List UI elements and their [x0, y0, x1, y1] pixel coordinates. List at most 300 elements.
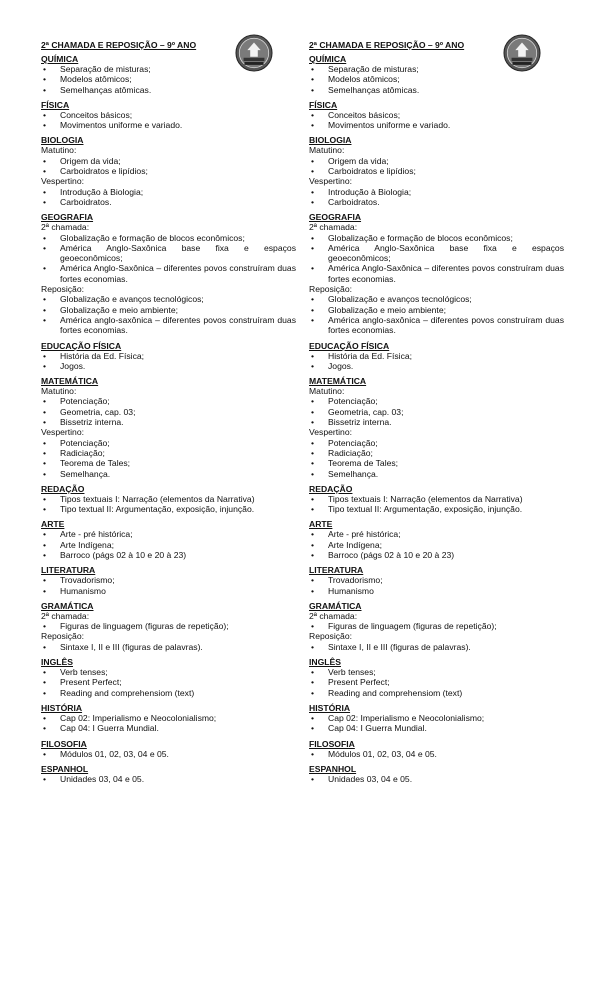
subject-heading: GRAMÁTICA: [41, 600, 94, 611]
topic-text: Verb tenses;: [328, 667, 376, 678]
topic-text: Sintaxe I, II e III (figuras de palavras).: [328, 641, 471, 652]
topic-list: [309, 774, 564, 784]
bullet-icon: •: [43, 294, 47, 305]
topic-item: [41, 243, 296, 264]
bullet-icon: •: [43, 712, 47, 723]
topic-item: [41, 361, 296, 371]
topic-list: [309, 396, 564, 427]
topic-item: [309, 407, 564, 417]
topic-text: Potenciação;: [60, 396, 110, 407]
topic-item: [41, 621, 296, 631]
topic-item: [309, 120, 564, 130]
topic-item: [41, 396, 296, 406]
topic-text: América anglo-saxônica – diferentes povos construíram duas fortes economias.: [60, 314, 296, 336]
topic-item: [309, 64, 564, 74]
bullet-icon: •: [43, 186, 47, 197]
topic-list: [41, 64, 296, 95]
topic-item: [309, 586, 564, 596]
topic-item: [41, 187, 296, 197]
topic-list: [41, 642, 296, 652]
topic-text: Potenciação;: [328, 396, 378, 407]
topic-text: Radiciação;: [60, 447, 105, 458]
bullet-icon: •: [311, 667, 315, 678]
bullet-icon: •: [311, 396, 315, 407]
bullet-icon: •: [311, 74, 315, 85]
topic-item: [309, 667, 564, 677]
bullet-icon: •: [43, 396, 47, 407]
topic-item: [41, 774, 296, 784]
topic-item: [41, 504, 296, 514]
topic-list: [41, 667, 296, 698]
topic-text: Globalização e avanços tecnológicos;: [60, 294, 204, 305]
left-column: [41, 40, 296, 784]
subject-heading: MATEMÁTICA: [309, 376, 367, 387]
topic-text: América Anglo-Saxônica base fixa e espaços geoeconômicos;: [60, 242, 296, 264]
bullet-icon: •: [311, 166, 315, 177]
bullet-icon: •: [43, 406, 47, 417]
topic-text: Potenciação;: [60, 437, 110, 448]
topic-item: [41, 448, 296, 458]
topic-text: Carboidratos e lipídios;: [328, 166, 416, 177]
topic-text: Tipos textuais I: Narração (elementos da Narrativa): [328, 493, 523, 504]
topic-item: [309, 677, 564, 687]
topic-item: [309, 540, 564, 550]
topic-text: Carboidratos.: [328, 196, 380, 207]
topic-text: Cap 04: I Guerra Mundial.: [328, 723, 427, 734]
topic-item: [309, 642, 564, 652]
bullet-icon: •: [43, 585, 47, 596]
subject-section: [309, 565, 564, 596]
topic-text: Conceitos básicos;: [60, 109, 133, 120]
topic-list: [309, 529, 564, 560]
topic-item: [309, 197, 564, 207]
topic-list: [309, 494, 564, 515]
bullet-icon: •: [311, 406, 315, 417]
topic-list: [309, 156, 564, 177]
topic-item: [41, 469, 296, 479]
bullet-icon: •: [311, 186, 315, 197]
shift-label: Reposição:: [41, 631, 84, 642]
subject-section: [309, 764, 564, 784]
bullet-icon: •: [311, 529, 315, 540]
topic-text: Arte - pré histórica;: [60, 529, 133, 540]
topic-item: [41, 120, 296, 130]
subject-section: [41, 519, 296, 560]
topic-item: [309, 621, 564, 631]
bullet-icon: •: [311, 712, 315, 723]
bullet-icon: •: [43, 504, 47, 515]
topic-item: [41, 723, 296, 733]
shift-label: 2ª chamada:: [309, 610, 358, 621]
topic-text: Cap 02: Imperialismo e Neocolonialismo;: [60, 712, 217, 723]
bullet-icon: •: [311, 294, 315, 305]
topic-item: [41, 263, 296, 284]
bullet-icon: •: [43, 84, 47, 95]
topic-text: Conceitos básicos;: [328, 109, 401, 120]
subject-section: [309, 341, 564, 372]
topic-item: [309, 315, 564, 336]
subject-heading: GEOGRAFIA: [41, 212, 94, 223]
topic-list: [309, 642, 564, 652]
topic-text: Barroco (págs 02 à 10 e 20 à 23): [328, 549, 455, 560]
topic-item: [309, 575, 564, 585]
topic-text: Radiciação;: [328, 447, 373, 458]
topic-text: América anglo-saxônica – diferentes povos construíram duas fortes economias.: [328, 314, 564, 336]
subject-heading: HISTÓRIA: [309, 702, 351, 713]
subject-section: [41, 341, 296, 372]
bullet-icon: •: [43, 458, 47, 469]
bullet-icon: •: [43, 539, 47, 550]
topic-list: [41, 438, 296, 479]
topic-item: [41, 575, 296, 585]
topic-item: [41, 305, 296, 315]
topic-text: Semelhanças atômicas.: [328, 84, 420, 95]
bullet-icon: •: [311, 360, 315, 371]
topic-list: [309, 438, 564, 479]
subject-heading: REDAÇÃO: [309, 483, 353, 494]
topic-item: [309, 263, 564, 284]
topic-text: Geometria, cap. 03;: [328, 406, 404, 417]
subject-heading: REDAÇÃO: [41, 483, 85, 494]
shift-label: Vespertino:: [309, 176, 352, 187]
bullet-icon: •: [43, 314, 47, 325]
bullet-icon: •: [43, 232, 47, 243]
topic-item: [309, 550, 564, 560]
subject-heading: HISTÓRIA: [41, 702, 83, 713]
topic-item: [309, 351, 564, 361]
bullet-icon: •: [43, 773, 47, 784]
topic-item: [309, 110, 564, 120]
subject-heading: EDUCAÇÃO FÍSICA: [41, 340, 122, 351]
topic-text: Arte Indígena;: [328, 539, 382, 550]
topic-text: Semelhança.: [60, 468, 111, 479]
shift-label: Vespertino:: [309, 427, 352, 438]
subject-heading: INGLÊS: [309, 657, 341, 668]
bullet-icon: •: [311, 350, 315, 361]
subject-heading: GRAMÁTICA: [309, 600, 362, 611]
shift-label: Vespertino:: [41, 427, 84, 438]
topics-list: [309, 54, 564, 784]
subject-section: [41, 376, 296, 479]
topic-text: Origem da vida;: [60, 155, 121, 166]
topic-text: Semelhanças atômicas.: [60, 84, 152, 95]
subject-heading: INGLÊS: [41, 657, 73, 668]
topic-text: Jogos.: [328, 360, 354, 371]
subject-section: [309, 212, 564, 335]
topic-list: [309, 187, 564, 208]
topic-text: Módulos 01, 02, 03, 04 e 05.: [60, 748, 169, 759]
topic-text: Potenciação;: [328, 437, 378, 448]
topic-item: [309, 774, 564, 784]
bullet-icon: •: [43, 155, 47, 166]
bullet-icon: •: [43, 447, 47, 458]
bullet-icon: •: [311, 539, 315, 550]
topic-item: [41, 540, 296, 550]
bullet-icon: •: [43, 304, 47, 315]
topic-text: Arte Indígena;: [60, 539, 114, 550]
subject-heading: FILOSOFIA: [309, 738, 355, 749]
bullet-icon: •: [311, 687, 315, 698]
topic-item: [309, 233, 564, 243]
topic-text: Globalização e meio ambiente;: [60, 304, 178, 315]
topic-text: Tipo textual II: Argumentação, exposição, injunção.: [60, 504, 255, 515]
subject-section: [309, 100, 564, 131]
topic-list: [41, 110, 296, 131]
topic-text: Introdução à Biologia;: [328, 186, 412, 197]
topic-item: [41, 749, 296, 759]
bullet-icon: •: [311, 468, 315, 479]
subject-section: [309, 484, 564, 515]
topic-item: [41, 494, 296, 504]
topic-text: Carboidratos e lipídios;: [60, 166, 148, 177]
bullet-icon: •: [311, 232, 315, 243]
topic-text: Modelos atômicos;: [328, 74, 400, 85]
topic-text: Movimentos uniforme e variado.: [328, 120, 451, 131]
subject-section: [41, 565, 296, 596]
topic-text: Trovadorismo;: [60, 575, 115, 586]
bullet-icon: •: [43, 621, 47, 632]
bullet-icon: •: [43, 120, 47, 131]
topic-list: [41, 621, 296, 631]
topic-list: [41, 713, 296, 734]
topic-item: [309, 438, 564, 448]
bullet-icon: •: [43, 641, 47, 652]
topic-list: [309, 575, 564, 596]
bullet-icon: •: [43, 493, 47, 504]
topic-list: [41, 351, 296, 372]
topic-text: Bissetriz interna.: [60, 417, 124, 428]
topic-text: Humanismo: [328, 585, 374, 596]
bullet-icon: •: [43, 64, 47, 74]
topic-item: [41, 197, 296, 207]
topic-item: [41, 677, 296, 687]
topic-text: Present Perfect;: [328, 677, 390, 688]
bullet-icon: •: [311, 64, 315, 74]
subject-section: [309, 135, 564, 207]
subject-section: [309, 519, 564, 560]
bullet-icon: •: [311, 447, 315, 458]
bullet-icon: •: [311, 314, 315, 325]
shift-label: 2ª chamada:: [41, 222, 90, 233]
topic-item: [41, 529, 296, 539]
topic-item: [309, 749, 564, 759]
bullet-icon: •: [43, 74, 47, 85]
topic-list: [309, 110, 564, 131]
subject-heading: BIOLOGIA: [309, 135, 352, 146]
bullet-icon: •: [311, 641, 315, 652]
topic-list: [309, 294, 564, 335]
subject-heading: ARTE: [41, 519, 65, 530]
bullet-icon: •: [43, 748, 47, 759]
subject-heading: FÍSICA: [309, 99, 338, 110]
subject-section: [309, 657, 564, 698]
subject-section: [41, 601, 296, 652]
topic-text: Unidades 03, 04 e 05.: [328, 773, 413, 784]
topic-item: [41, 713, 296, 723]
topic-item: [41, 85, 296, 95]
subject-section: [41, 212, 296, 335]
topic-item: [309, 469, 564, 479]
bullet-icon: •: [311, 549, 315, 560]
topic-text: Tipo textual II: Argumentação, exposição, injunção.: [328, 504, 523, 515]
topic-item: [309, 723, 564, 733]
topic-text: Modelos atômicos;: [60, 74, 132, 85]
topic-item: [41, 156, 296, 166]
topic-item: [41, 417, 296, 427]
topics-list: [41, 54, 296, 784]
bullet-icon: •: [43, 350, 47, 361]
topic-list: [41, 294, 296, 335]
topic-list: [41, 396, 296, 427]
topic-text: História da Ed. Física;: [60, 350, 145, 361]
topic-list: [309, 667, 564, 698]
topic-item: [309, 361, 564, 371]
topic-text: Teorema de Tales;: [60, 458, 131, 469]
bullet-icon: •: [43, 196, 47, 207]
topic-text: Semelhança.: [328, 468, 379, 479]
topic-list: [309, 351, 564, 372]
topic-item: [41, 233, 296, 243]
topic-text: América Anglo-Saxônica – diferentes povos construíram duas fortes economias.: [328, 263, 564, 284]
topic-text: Present Perfect;: [60, 677, 122, 688]
subject-section: [309, 739, 564, 759]
topic-text: Origem da vida;: [328, 155, 389, 166]
topic-text: Reading and comprehensiom (text): [60, 687, 195, 698]
topic-item: [309, 713, 564, 723]
bullet-icon: •: [311, 458, 315, 469]
subject-heading: QUÍMICA: [41, 54, 79, 64]
topic-text: América Anglo-Saxônica base fixa e espaços geoeconômicos;: [328, 242, 564, 264]
subject-heading: ARTE: [309, 519, 333, 530]
topic-list: [309, 64, 564, 95]
bullet-icon: •: [43, 109, 47, 120]
topic-text: Barroco (págs 02 à 10 e 20 à 23): [60, 549, 187, 560]
bullet-icon: •: [43, 437, 47, 448]
bullet-icon: •: [43, 723, 47, 734]
topic-text: Arte - pré histórica;: [328, 529, 401, 540]
topic-item: [41, 667, 296, 677]
topic-item: [309, 504, 564, 514]
topic-list: [309, 621, 564, 631]
topic-item: [41, 315, 296, 336]
topic-item: [41, 688, 296, 698]
topic-item: [41, 294, 296, 304]
topic-list: [41, 774, 296, 784]
topic-list: [41, 494, 296, 515]
topic-text: Figuras de linguagem (figuras de repetição);: [60, 621, 229, 632]
topic-item: [41, 407, 296, 417]
topic-item: [309, 458, 564, 468]
subject-section: [41, 764, 296, 784]
bullet-icon: •: [43, 667, 47, 678]
bullet-icon: •: [43, 549, 47, 560]
topic-text: Cap 04: I Guerra Mundial.: [60, 723, 159, 734]
right-column: [309, 40, 564, 784]
shift-label: Matutino:: [309, 386, 345, 397]
topic-item: [309, 494, 564, 504]
subject-section: [41, 484, 296, 515]
subject-section: [41, 657, 296, 698]
page-title: 2ª CHAMADA E REPOSIÇÃO – 9º ANO: [309, 40, 465, 50]
topic-text: Cap 02: Imperialismo e Neocolonialismo;: [328, 712, 485, 723]
bullet-icon: •: [311, 748, 315, 759]
page-title: 2ª CHAMADA E REPOSIÇÃO – 9º ANO: [41, 40, 197, 50]
topic-list: [41, 187, 296, 208]
bullet-icon: •: [311, 155, 315, 166]
subject-section: [41, 135, 296, 207]
topic-list: [41, 575, 296, 596]
shift-label: Reposição:: [309, 284, 352, 295]
subject-heading: ESPANHOL: [41, 763, 89, 774]
bullet-icon: •: [311, 84, 315, 95]
topic-item: [41, 458, 296, 468]
bullet-icon: •: [43, 263, 47, 274]
bullet-icon: •: [311, 109, 315, 120]
bullet-icon: •: [43, 529, 47, 540]
topic-item: [41, 642, 296, 652]
subject-section: [41, 739, 296, 759]
subject-heading: FILOSOFIA: [41, 738, 87, 749]
topic-item: [41, 550, 296, 560]
subject-heading: QUÍMICA: [309, 54, 347, 64]
topic-text: Sintaxe I, II e III (figuras de palavras).: [60, 641, 203, 652]
topic-item: [309, 85, 564, 95]
subject-section: [41, 100, 296, 131]
bullet-icon: •: [43, 468, 47, 479]
shift-label: 2ª chamada:: [41, 610, 90, 621]
topic-text: Jogos.: [60, 360, 86, 371]
topic-item: [309, 243, 564, 264]
shift-label: Reposição:: [41, 284, 84, 295]
topic-item: [309, 74, 564, 84]
bullet-icon: •: [311, 723, 315, 734]
bullet-icon: •: [311, 196, 315, 207]
topic-list: [41, 529, 296, 560]
bullet-icon: •: [311, 304, 315, 315]
subject-section: [309, 601, 564, 652]
shift-label: Reposição:: [309, 631, 352, 642]
topic-text: América Anglo-Saxônica – diferentes povos construíram duas fortes economias.: [60, 263, 296, 284]
topic-item: [309, 305, 564, 315]
topic-text: Trovadorismo;: [328, 575, 383, 586]
topic-text: Globalização e meio ambiente;: [328, 304, 446, 315]
bullet-icon: •: [43, 677, 47, 688]
topic-item: [41, 110, 296, 120]
bullet-icon: •: [311, 437, 315, 448]
topic-item: [41, 351, 296, 361]
bullet-icon: •: [311, 504, 315, 515]
subject-section: [41, 703, 296, 734]
topic-text: Reading and comprehensiom (text): [328, 687, 463, 698]
topic-text: Teorema de Tales;: [328, 458, 399, 469]
bullet-icon: •: [311, 242, 315, 253]
topic-item: [41, 166, 296, 176]
bullet-icon: •: [311, 575, 315, 586]
topic-item: [309, 166, 564, 176]
subject-section: [309, 376, 564, 479]
bullet-icon: •: [311, 677, 315, 688]
topic-list: [41, 156, 296, 177]
bullet-icon: •: [43, 687, 47, 698]
topic-text: Unidades 03, 04 e 05.: [60, 773, 145, 784]
subject-heading: LITERATURA: [41, 565, 96, 576]
topic-item: [41, 438, 296, 448]
subject-heading: FÍSICA: [41, 99, 70, 110]
topic-item: [309, 529, 564, 539]
shift-label: 2ª chamada:: [309, 222, 358, 233]
topic-text: Humanismo: [60, 585, 106, 596]
topic-item: [41, 64, 296, 74]
